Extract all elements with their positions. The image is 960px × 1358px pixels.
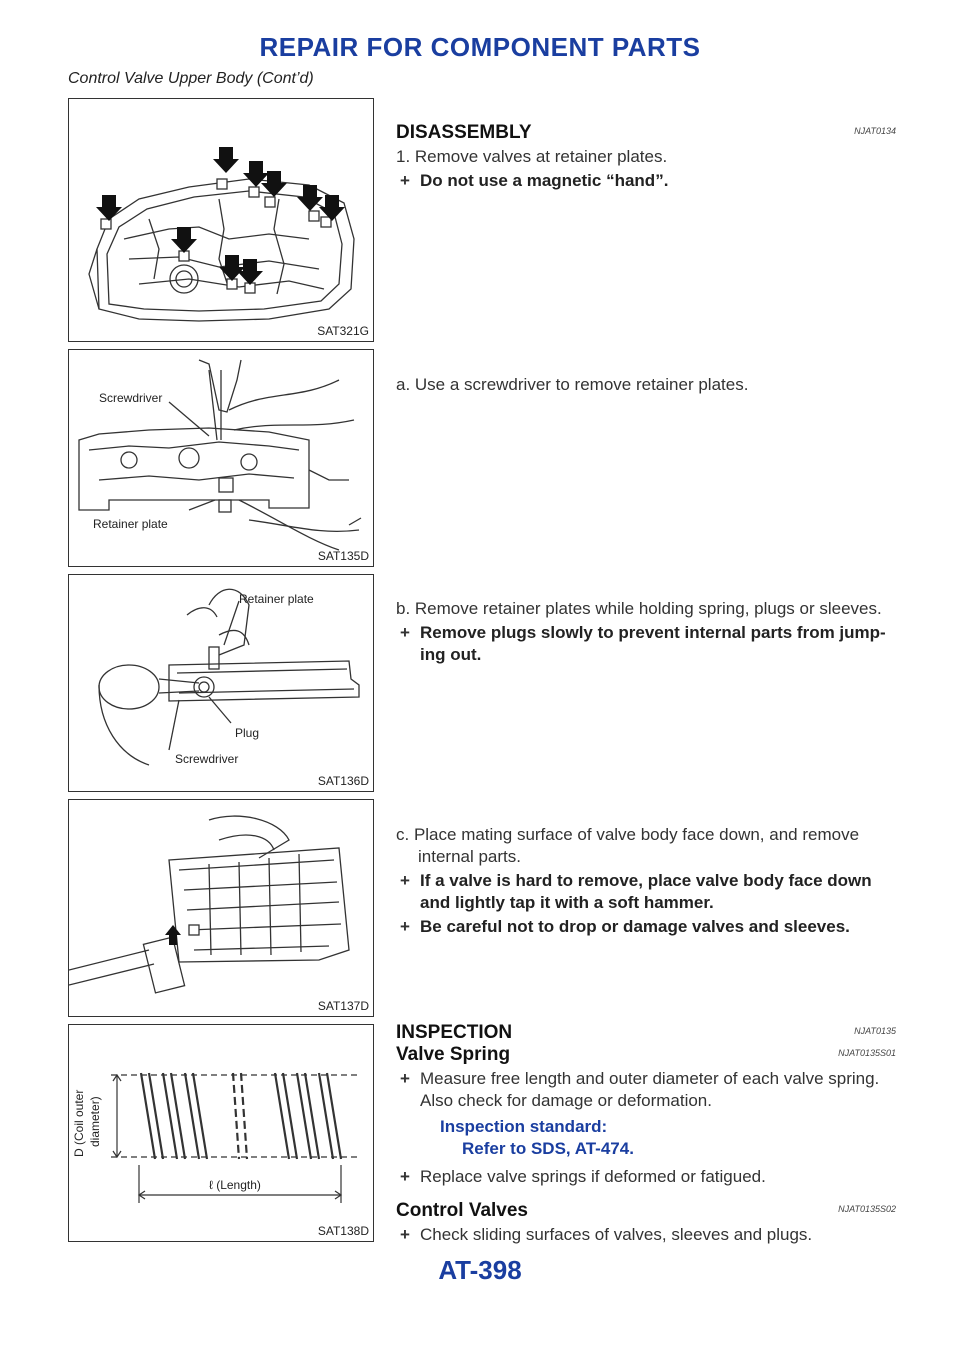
- page-number: AT-398: [438, 1255, 522, 1285]
- label-length: ℓ (Length): [209, 1178, 261, 1192]
- valve-body-arrows-illustration: [69, 99, 375, 343]
- step-c: c. Place mating surface of valve body face down, and remove internal parts.: [396, 825, 860, 866]
- page-subtitle: Control Valve Upper Body (Cont’d): [68, 70, 314, 87]
- inspection-block: [396, 1022, 896, 1248]
- inspection-standard-ref: Refer to SDS, AT-474.: [462, 1139, 634, 1158]
- page-title: REPAIR FOR COMPONENT PARTS: [259, 32, 701, 62]
- bullet-no-magnet: + Do not use a magnetic “hand”.: [400, 171, 669, 190]
- bullet-mark: +: [400, 623, 410, 642]
- bullet-replace-spring: + Replace valve springs if deformed or fatigued.: [400, 1167, 766, 1186]
- figure-code: SAT136D: [317, 774, 369, 788]
- bullet-mark: +: [400, 917, 410, 936]
- figure-code: SAT135D: [317, 549, 369, 563]
- section-code: NJAT0134: [854, 126, 896, 136]
- figure-soft-hammer: [68, 799, 374, 1017]
- label-screwdriver: Screwdriver: [99, 391, 163, 405]
- label-diameter: diameter): [88, 1096, 102, 1147]
- label-screwdriver: Screwdriver: [175, 752, 239, 766]
- label-coil-outer: D (Coil outer: [72, 1089, 86, 1157]
- figure-screwdriver-retainer: [68, 349, 374, 567]
- subsection-code: NJAT0135S02: [838, 1204, 896, 1214]
- step-b: b. Remove retainer plates while holding spring, plugs or sleeves.: [396, 599, 882, 618]
- figure-valve-spring: [68, 1024, 374, 1242]
- label-retainer-plate: Retainer plate: [93, 517, 168, 531]
- bullet-mark: +: [400, 171, 410, 190]
- section-code: NJAT0135: [854, 1026, 896, 1036]
- step-c-block: [396, 822, 896, 940]
- soft-hammer-illustration: [69, 800, 375, 1018]
- section-title-inspection: INSPECTION NJAT0135: [396, 1022, 896, 1043]
- disassembly-block: [396, 122, 896, 194]
- figure-holding-plugs: [68, 574, 374, 792]
- step-a-block: [396, 372, 896, 398]
- step-a: a. Use a screwdriver to remove retainer plates.: [396, 375, 749, 394]
- holding-plugs-illustration: [69, 575, 375, 793]
- bullet-mark: +: [400, 1225, 410, 1244]
- bullet-check-sliding: + Check sliding surfaces of valves, sleeves and plugs.: [400, 1225, 813, 1244]
- label-plug: Plug: [235, 726, 260, 740]
- bullet-careful: + Be careful not to drop or damage valves and sleeves.: [400, 917, 850, 936]
- figure-valve-body-arrows: [68, 98, 374, 342]
- bullet-mark: +: [400, 1069, 410, 1088]
- screwdriver-retainer-illustration: [69, 350, 375, 568]
- inspection-standard-label: Inspection standard:: [440, 1117, 608, 1136]
- subsection-title-control-valves: Control Valves NJAT0135S02: [396, 1200, 896, 1221]
- subsection-title-valve-spring: Valve Spring NJAT0135S01: [396, 1044, 896, 1065]
- section-title-disassembly: DISASSEMBLY NJAT0134: [396, 122, 896, 143]
- figure-code: SAT138D: [317, 1224, 369, 1238]
- bullet-soft-hammer: + If a valve is hard to remove, place valve body face down and lightly tap it with a soft hammer.: [400, 871, 872, 912]
- label-retainer-plate: Retainer plate: [239, 592, 314, 606]
- valve-spring-illustration: [69, 1025, 375, 1243]
- bullet-measure-spring: + Measure free length and outer diameter of each valve spring. Also check for damage or deformation.: [400, 1069, 880, 1110]
- step-1: 1. Remove valves at retainer plates.: [396, 147, 668, 166]
- bullet-mark: +: [400, 871, 410, 890]
- step-b-block: [396, 596, 896, 668]
- figure-code: SAT137D: [317, 999, 369, 1013]
- bullet-mark: +: [400, 1167, 410, 1186]
- bullet-remove-plugs: + Remove plugs slowly to prevent internal parts from jump-ing out.: [400, 623, 886, 664]
- figure-code: SAT321G: [317, 324, 369, 338]
- subsection-code: NJAT0135S01: [838, 1048, 896, 1058]
